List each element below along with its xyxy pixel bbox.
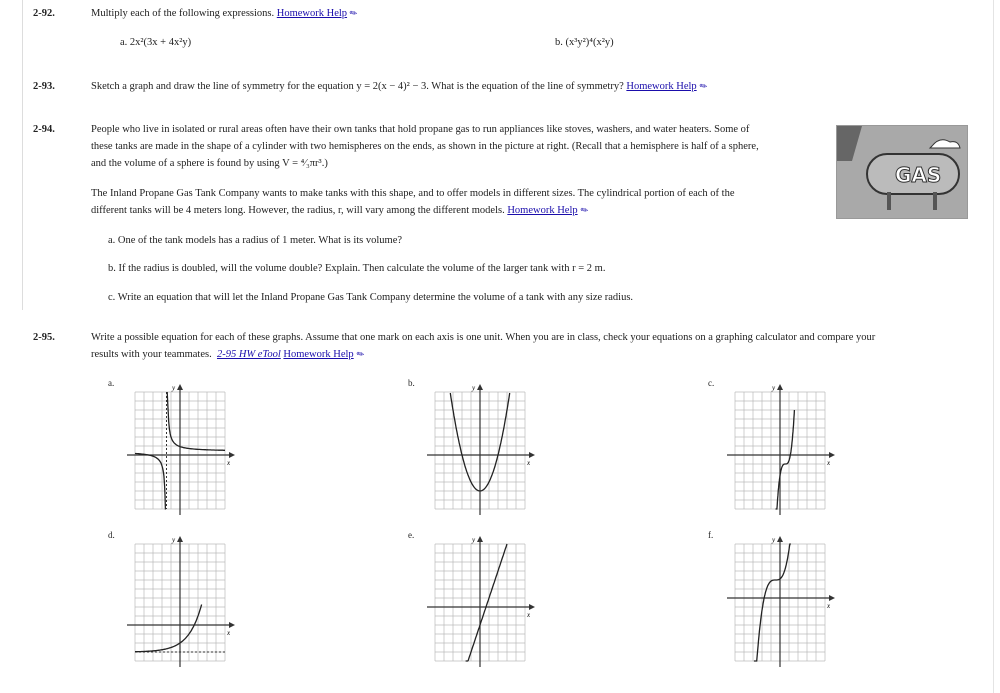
y-axis-arrow-icon [777, 536, 783, 542]
graph-label: c. [708, 378, 715, 388]
problem-number: 2-93. [33, 81, 55, 92]
pencil-icon: ✎ [347, 6, 360, 20]
text-line: and the volume of a sphere is found by using V = ⁴⁄₃πr³.) [91, 158, 328, 169]
homework-help-link[interactable] [626, 81, 696, 92]
x-axis-label: x [227, 459, 231, 467]
text-line [91, 203, 591, 217]
link-label: Homework Help [283, 349, 354, 360]
propane-tank-image [836, 125, 968, 219]
y-axis-label: y [472, 384, 476, 392]
pencil-icon: ✎ [354, 347, 367, 361]
x-axis-arrow-icon [529, 604, 535, 610]
link-label: Homework Help [626, 81, 697, 92]
problem-number: 2-95. [33, 332, 55, 343]
graph-label: b. [408, 378, 415, 388]
x-axis-label: x [527, 459, 531, 467]
x-axis-label: x [227, 629, 231, 637]
part-b: b. (x³y²)⁴(x²y) [555, 37, 614, 48]
x-axis-label: x [527, 611, 531, 619]
homework-help-link[interactable] [283, 349, 353, 360]
x-axis-label: x [827, 602, 831, 610]
y-axis-label: y [172, 384, 176, 392]
prompt: results with your teammates. [91, 349, 212, 360]
text-line [91, 347, 367, 361]
text-line: The Inland Propane Gas Tank Company wants to make tanks with this shape, and to offer models in different sizes. The cylindrical portion of each of the [91, 188, 735, 199]
function-curve [466, 544, 507, 661]
part-b: b. If the radius is doubled, will the volume double? Explain. Then calculate the volume of the larger tank with r = 2 m. [108, 263, 606, 274]
y-axis-label: y [472, 536, 476, 544]
y-axis-arrow-icon [177, 536, 183, 542]
y-axis-label: y [772, 384, 776, 392]
function-graph [420, 534, 540, 671]
text-line: People who live in isolated or rural areas often have their own tanks that hold propane gas to run appliances like stoves, washers, and water heaters. Some of [91, 124, 750, 135]
x-axis-arrow-icon [229, 622, 235, 628]
homework-help-link[interactable] [277, 8, 347, 19]
y-axis-label: y [172, 536, 176, 544]
x-axis-arrow-icon [529, 452, 535, 458]
prompt: different tanks will be 4 meters long. However, the radius, r, will vary among the different models. [91, 205, 505, 216]
graph-label: f. [708, 530, 714, 540]
problem-number: 2-94. [33, 124, 55, 135]
homework-help-link[interactable] [507, 205, 577, 216]
text-line: Write a possible equation for each of these graphs. Assume that one mark on each axis is one unit. When you are in class, check your equations on a graphing calculator and compare your [91, 332, 876, 343]
graph-label: d. [108, 530, 115, 540]
part-a: a. 2x²(3x + 4x²y) [120, 37, 192, 48]
y-axis-arrow-icon [177, 384, 183, 390]
part-c: c. Write an equation that will let the Inland Propane Gas Tank Company determine the volume of a tank with any size radius. [108, 292, 634, 303]
prompt: Sketch a graph and draw the line of symmetry for the equation y = 2(x − 4)² − 3. What is the equation of the line of symmetry? [91, 81, 624, 92]
left-gutter [22, 0, 23, 310]
problem-text [91, 79, 710, 93]
function-graph [120, 534, 240, 671]
function-graph [120, 382, 240, 519]
y-axis-arrow-icon [777, 384, 783, 390]
function-curve [776, 410, 795, 509]
x-axis-arrow-icon [829, 452, 835, 458]
link-label: Homework Help [507, 205, 578, 216]
function-curve [135, 454, 166, 510]
tank-illustration [837, 126, 967, 218]
right-gutter [993, 0, 994, 693]
etool-link[interactable]: 2-95 HW eTool [216, 349, 281, 360]
x-axis-arrow-icon [829, 595, 835, 601]
pencil-icon: ✎ [578, 203, 591, 217]
problem-number: 2-92. [33, 8, 55, 19]
svg-text:GAS: GAS [895, 163, 942, 187]
function-graph [720, 534, 840, 671]
problem-text [91, 8, 358, 19]
pencil-icon: ✎ [697, 79, 710, 93]
text-line: these tanks are made in the shape of a cylinder with two hemispheres on the ends, as shown in the picture at right. (Recall that a hemisphere is half of a sphere, [91, 141, 759, 152]
x-axis-arrow-icon [229, 452, 235, 458]
function-curve [135, 605, 202, 652]
link-label: Homework Help [276, 8, 348, 19]
graph-label: e. [408, 530, 415, 540]
y-axis-arrow-icon [477, 536, 483, 542]
graph-label: a. [108, 378, 115, 388]
function-graph [420, 382, 540, 519]
part-a: a. One of the tank models has a radius of 1 meter. What is its volume? [108, 235, 403, 246]
prompt: Multiply each of the following expressions. [91, 8, 275, 19]
function-curve [754, 544, 791, 661]
function-graph [720, 382, 840, 519]
x-axis-label: x [827, 459, 831, 467]
y-axis-arrow-icon [477, 384, 483, 390]
y-axis-label: y [772, 536, 776, 544]
